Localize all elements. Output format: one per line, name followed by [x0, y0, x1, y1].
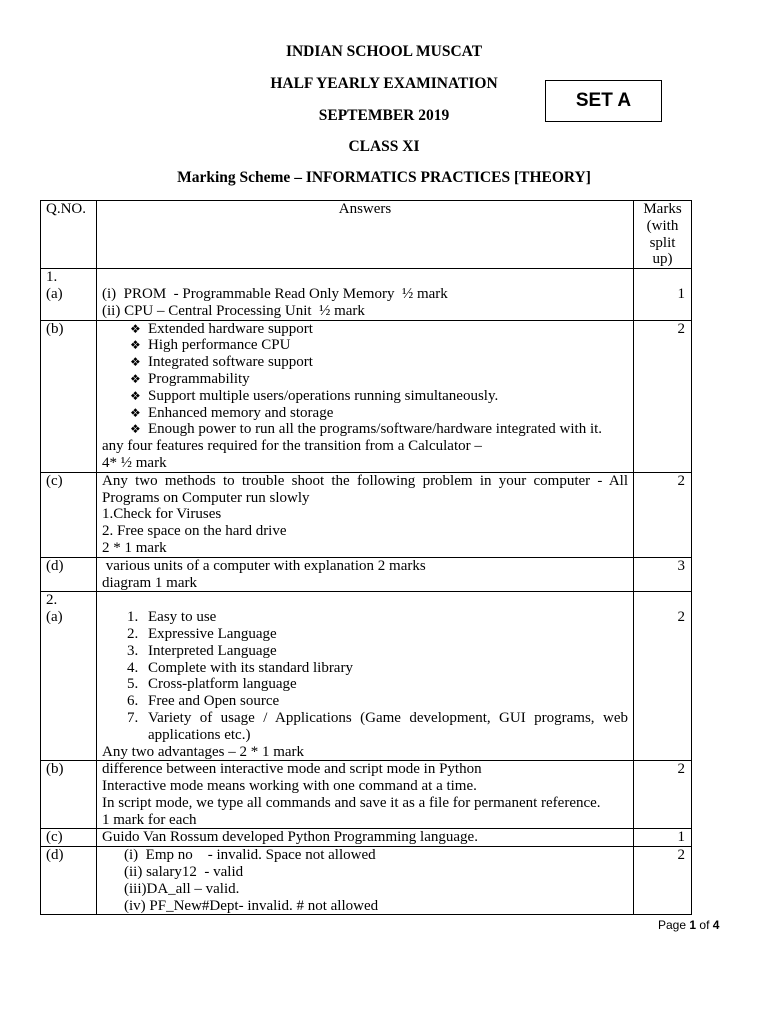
diamond-bullet-icon: ❖ — [130, 321, 141, 336]
answer-cell — [97, 472, 634, 557]
diamond-bullet-icon: ❖ — [130, 338, 141, 353]
bullet-text: High performance CPU — [148, 337, 291, 354]
question-part: (d) — [46, 557, 64, 574]
bullet-text: Support multiple users/operations running simultaneously. — [148, 387, 499, 404]
table-row — [41, 557, 692, 592]
bullet-text: Programmability — [148, 370, 250, 387]
item-number: 7. — [127, 709, 139, 726]
table-header-row — [41, 201, 692, 269]
blank-line — [102, 592, 628, 609]
diamond-bullet-icon: ❖ — [130, 422, 141, 437]
exam-name: HALF YEARLY EXAMINATION — [270, 75, 498, 92]
page-number — [658, 918, 719, 932]
page-current: 1 — [689, 918, 697, 932]
answer-line: difference between interactive mode and script mode in Python — [102, 761, 482, 778]
marks-header-line: up) — [652, 251, 673, 268]
item-text: Free and Open source — [148, 693, 280, 710]
item-number: 5. — [127, 676, 139, 693]
set-label-box: SET A — [545, 80, 662, 122]
document-title: Marking Scheme – INFORMATICS PRACTICES [THEORY] — [177, 169, 591, 186]
question-part: (d) — [46, 847, 64, 864]
question-part: (a) — [46, 609, 63, 626]
answer-cell — [97, 847, 634, 915]
question-number: 1. — [46, 269, 58, 286]
answer-line: (iii)DA_all – valid. — [124, 880, 240, 897]
numbered-item — [102, 710, 628, 727]
qno-cell — [41, 829, 97, 847]
answer-line: various units of a computer with explanation 2 marks — [102, 557, 426, 574]
marks-cell — [634, 320, 692, 472]
answer-line: (i) Emp no - invalid. Space not allowed — [124, 847, 376, 864]
answer-line: Any two methods to trouble shoot the following problem in your computer - All — [102, 472, 628, 489]
answer-line: 1 mark for each — [102, 811, 197, 828]
bullet-text: Extended hardware support — [148, 320, 313, 337]
answer-line: 1.Check for Viruses — [102, 506, 222, 523]
answer-line: Programs on Computer run slowly — [102, 489, 310, 506]
marks-cell — [634, 847, 692, 915]
numbered-item — [102, 660, 628, 677]
answer-line: Any two advantages – 2 * 1 mark — [102, 743, 305, 760]
item-text: Cross-platform language — [148, 676, 297, 693]
marks-value: 1 — [677, 285, 685, 302]
qno-cell — [41, 847, 97, 915]
marks-cell — [634, 592, 692, 761]
numbered-item — [102, 609, 628, 626]
answer-line: (i) PROM - Programmable Read Only Memory ½ mark — [102, 285, 448, 302]
bullet-item — [102, 405, 628, 422]
blank-line — [102, 269, 628, 286]
class-name: CLASS XI — [348, 138, 420, 155]
diamond-bullet-icon: ❖ — [130, 405, 141, 420]
table-row — [41, 269, 692, 320]
answer-line: Guido Van Rossum developed Python Programming language. — [102, 829, 478, 846]
item-text: Interpreted Language — [148, 642, 277, 659]
qno-cell — [41, 761, 97, 829]
numbered-item — [102, 693, 628, 710]
blank-line — [639, 269, 685, 286]
answer-line: (ii) CPU – Central Processing Unit ½ mark — [102, 302, 365, 319]
answer-line: (iv) PF_New#Dept- invalid. # not allowed — [124, 897, 379, 914]
bullet-text: Enhanced memory and storage — [148, 404, 334, 421]
answer-cell — [97, 592, 634, 761]
question-part: (b) — [46, 761, 64, 778]
table-row — [41, 320, 692, 472]
qno-cell — [41, 269, 97, 320]
question-part: (c) — [46, 472, 63, 489]
marks-cell — [634, 269, 692, 320]
numbered-item — [102, 676, 628, 693]
qno-cell — [41, 472, 97, 557]
blank-line — [639, 592, 685, 609]
marks-value: 3 — [677, 557, 685, 574]
answer-line: 4* ½ mark — [102, 454, 167, 471]
bullet-item — [102, 321, 628, 338]
marks-value: 1 — [677, 829, 685, 846]
answer-line: (ii) salary12 - valid — [124, 864, 244, 881]
qno-header: Q.NO. — [41, 201, 97, 269]
qno-cell — [41, 557, 97, 592]
table-row — [41, 472, 692, 557]
item-text: Variety of usage / Applications (Game development, GUI programs, web — [148, 709, 628, 726]
marks-cell — [634, 557, 692, 592]
bullet-text: Integrated software support — [148, 354, 313, 371]
item-text-continued: applications etc.) — [148, 726, 251, 743]
item-text: Complete with its standard library — [148, 659, 353, 676]
item-number: 6. — [127, 693, 139, 710]
bullet-item — [102, 421, 628, 438]
marks-header — [634, 201, 692, 269]
answer-line: In script mode, we type all commands and save it as a file for permanent reference. — [102, 794, 601, 811]
answer-line: Interactive mode means working with one command at a time. — [102, 778, 477, 795]
bullet-item — [102, 371, 628, 388]
marks-cell — [634, 829, 692, 847]
answer-cell — [97, 269, 634, 320]
marks-cell — [634, 761, 692, 829]
bullet-item — [102, 388, 628, 405]
marks-cell — [634, 472, 692, 557]
answer-line: 2. Free space on the hard drive — [102, 523, 287, 540]
question-part: (b) — [46, 320, 64, 337]
question-part: (a) — [46, 285, 63, 302]
item-number: 1. — [127, 609, 139, 626]
school-name: INDIAN SCHOOL MUSCAT — [285, 43, 483, 60]
marks-header-line: Marks — [643, 201, 682, 217]
bullet-item — [102, 354, 628, 371]
marks-header-line: split — [649, 234, 676, 251]
item-text: Easy to use — [148, 609, 217, 626]
diamond-bullet-icon: ❖ — [130, 355, 141, 370]
bullet-item — [102, 337, 628, 354]
numbered-item — [102, 626, 628, 643]
answer-line: diagram 1 mark — [102, 574, 197, 591]
item-number: 3. — [127, 642, 139, 659]
qno-cell — [41, 592, 97, 761]
marking-scheme-table — [40, 200, 692, 915]
item-text: Expressive Language — [148, 625, 277, 642]
table-row — [41, 847, 692, 915]
marks-value: 2 — [677, 609, 685, 626]
marks-header-line: (with — [646, 217, 679, 234]
answer-line: any four features required for the transition from a Calculator – — [102, 438, 482, 455]
exam-date: SEPTEMBER 2019 — [318, 107, 450, 124]
answer-cell — [97, 829, 634, 847]
table-row — [41, 592, 692, 761]
marks-value: 2 — [677, 472, 685, 489]
answer-cell — [97, 557, 634, 592]
marks-value: 2 — [677, 847, 685, 864]
diamond-bullet-icon: ❖ — [130, 371, 141, 386]
bullet-text: Enough power to run all the programs/software/hardware integrated with it. — [148, 421, 603, 438]
page-of-label: of — [699, 918, 710, 932]
answers-header: Answers — [97, 201, 634, 269]
table-row — [41, 761, 692, 829]
question-part: (c) — [46, 829, 63, 846]
answer-cell — [97, 320, 634, 472]
answer-cell — [97, 761, 634, 829]
qno-cell — [41, 320, 97, 472]
table-row — [41, 829, 692, 847]
page-label: Page — [658, 918, 687, 932]
item-number: 2. — [127, 625, 139, 642]
answer-line: 2 * 1 mark — [102, 539, 167, 556]
page-total: 4 — [712, 918, 720, 932]
diamond-bullet-icon: ❖ — [130, 388, 141, 403]
numbered-item — [102, 643, 628, 660]
item-number: 4. — [127, 659, 139, 676]
marks-value: 2 — [677, 320, 685, 337]
question-number: 2. — [46, 592, 58, 609]
marks-value: 2 — [677, 761, 685, 778]
